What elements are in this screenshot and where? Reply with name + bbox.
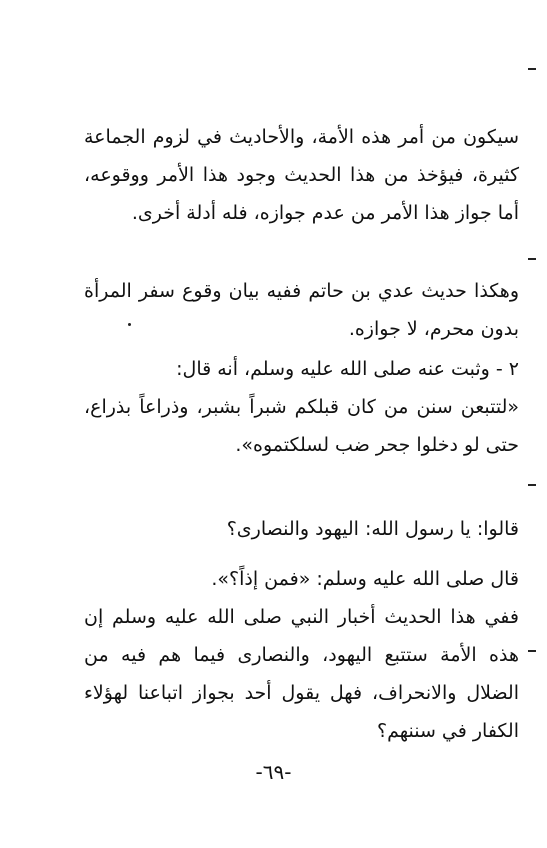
paragraph-5: قالوا: يا رسول الله: اليهود والنصارى؟: [226, 518, 519, 540]
paragraph-3: ٢ - وثبت عنه صلى الله عليه وسلم، أنه قال:: [176, 358, 519, 380]
margin-mark: [528, 650, 536, 652]
paragraph-4-hadith-quote: «لتتبعن سنن من كان قبلكم شبراً بشبر، وذراعاً بذراع، حتى لو دخلوا جحر ضب لسلكتموه».: [84, 396, 519, 456]
margin-mark: [528, 484, 536, 486]
paragraph-6: قال صلى الله عليه وسلم: «فمن إذاً؟».: [211, 568, 519, 590]
page-number: -٦٩-: [255, 760, 292, 784]
paragraph-2: وهكذا حديث عدي بن حاتم ففيه بيان وقوع سفر المرأة بدون محرم، لا جوازه.: [84, 280, 519, 340]
paragraph-7: ففي هذا الحديث أخبار النبي صلى الله عليه وسلم إن هذه الأمة ستتبع اليهود، والنصارى فيما هم فيه من الضلال والانحراف، فهل يقول أحد بجواز اتباعنا لهؤلاء الكفار في سننهم؟: [84, 606, 519, 742]
margin-mark: [528, 68, 536, 70]
speck: [128, 323, 131, 326]
margin-mark: [528, 258, 536, 260]
paragraph-1: سيكون من أمر هذه الأمة، والأحاديث في لزوم الجماعة كثيرة، فيؤخذ من هذا الحديث وجود هذا الأمر ووقوعه، أما جواز هذا الأمر من عدم جوازه، فله أدلة أخرى.: [84, 126, 519, 224]
